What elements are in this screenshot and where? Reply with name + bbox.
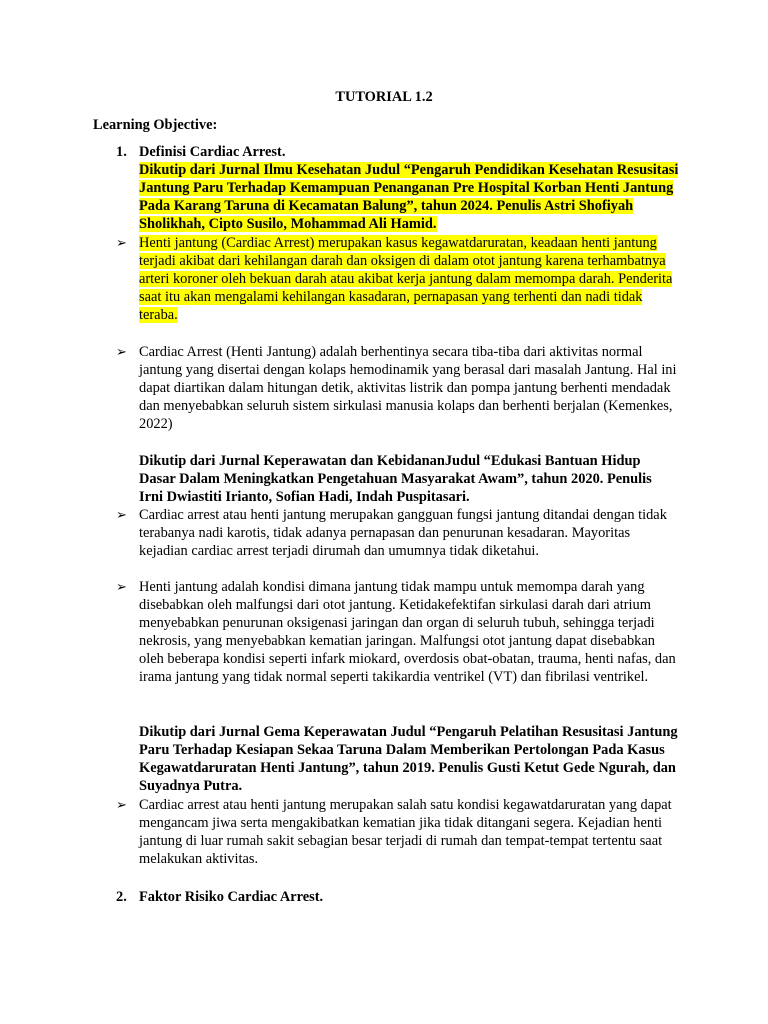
bullet-paragraph-3: Cardiac arrest atau henti jantung merupakan gangguan fungsi jantung ditandai dengan tidak terabanya nadi karotis, tidak adanya pernapasan dan penurunan kesadaran. Mayoritas kejadian cardiac arrest terjadi dirumah dan umumnya tidak diketahui. xyxy=(139,507,667,559)
arrow-bullet-icon: ➢ xyxy=(116,579,127,594)
item-label: Definisi Cardiac Arrest. xyxy=(139,144,286,160)
bullet-paragraph-4: Henti jantung adalah kondisi dimana jantung tidak mampu untuk memompa darah yang disebabkan oleh malfungsi dari otot jantung. Ketidakefektifan sirkulasi darah dari atrium menyebabkan penurunan oksigenasi jaringan dan organ di seluruh tubuh, sehingga terjadi nekrosis, yang menyebabkan kematian jaringan. Malfungsi otot jantung dapat disebabkan oleh beberapa kondisi seperti infark miokard, overdosis obat-obatan, trauma, henti nafas, dan irama jantung yang tidak normal seperti takikardia ventrikel (VT) dan fibrilasi ventrikel. xyxy=(139,579,676,685)
arrow-bullet-icon: ➢ xyxy=(116,235,127,250)
highlighted-text: Dikutip dari Jurnal Ilmu Kesehatan Judul “Pengaruh Pendidikan Kesehatan Resusitasi Jantung Paru Terhadap Kemampuan Penanganan Pre Hospital Korban Henti Jantung Pada Karang Taruna di Kecamatan Balung”, tahun 2024. Penulis Astri Shofiyah Sholikhah, Cipto Susilo, Mohammad Ali Hamid. xyxy=(139,162,679,232)
highlighted-text: Henti jantung (Cardiac Arrest) merupakan kasus kegawatdaruratan, keadaan henti jantung terjadi akibat dari kehilangan darah dan oksigen di dalam otot jantung karena terhambatnya arteri koroner oleh bekuan darah atau akibat kerja jantung dalam memompa darah. Penderita saat itu akan mengalami kehilangan kasadaran, pernapasan yang terhenti dan nadi tidak teraba. xyxy=(139,235,673,323)
learning-objective-heading: Learning Objective: xyxy=(93,117,218,133)
source-citation-2: Dikutip dari Jurnal Keperawatan dan KebidananJudul “Edukasi Bantuan Hidup Dasar Dalam Meningkatkan Pengetahuan Masyarakat Awam”, tahun 2020. Penulis Irni Dwiastiti Irianto, Sofian Hadi, Indah Puspitasari. xyxy=(139,453,652,505)
source-citation-1 xyxy=(139,161,679,233)
bullet-paragraph-5: Cardiac arrest atau henti jantung merupakan salah satu kondisi kegawatdaruratan yang dapat mengancam jiwa serta mengakibatkan kematian jika tidak ditangani segera. Kejadian henti jantung di luar rumah sakit sebagian besar terjadi di rumah dan tempat-tempat tertentu saat melakukan aktivitas. xyxy=(139,797,672,867)
bullet-paragraph-2: Cardiac Arrest (Henti Jantung) adalah berhentinya secara tiba-tiba dari aktivitas normal jantung yang disertai dengan kolaps hemodinamik yang berasal dari masalah Jantung. Hal ini dapat diartikan dalam hitungan detik, aktivitas listrik dan pompa jantung berhenti mendadak dan menyebabkan seluruh sistem sirkulasi manusia kolaps dan berhenti berjalan (Kemenkes, 2022) xyxy=(139,344,677,432)
item-number: 2. xyxy=(116,889,127,905)
page-title: TUTORIAL 1.2 xyxy=(335,89,433,105)
arrow-bullet-icon: ➢ xyxy=(116,507,127,522)
source-citation-3: Dikutip dari Jurnal Gema Keperawatan Judul “Pengaruh Pelatihan Resusitasi Jantung Paru Terhadap Kesiapan Sekaa Taruna Dalam Memberikan Pertolongan Pada Kasus Kegawatdaruratan Henti Jantung”, tahun 2019. Penulis Gusti Ketut Gede Ngurah, dan Suyadnya Putra. xyxy=(139,724,678,794)
item-label: Faktor Risiko Cardiac Arrest. xyxy=(139,889,324,905)
numbered-item-1 xyxy=(116,143,285,161)
numbered-item-2 xyxy=(116,888,323,906)
arrow-bullet-icon: ➢ xyxy=(116,797,127,812)
bullet-paragraph-1 xyxy=(139,234,679,324)
item-number: 1. xyxy=(116,144,127,160)
arrow-bullet-icon: ➢ xyxy=(116,344,127,359)
